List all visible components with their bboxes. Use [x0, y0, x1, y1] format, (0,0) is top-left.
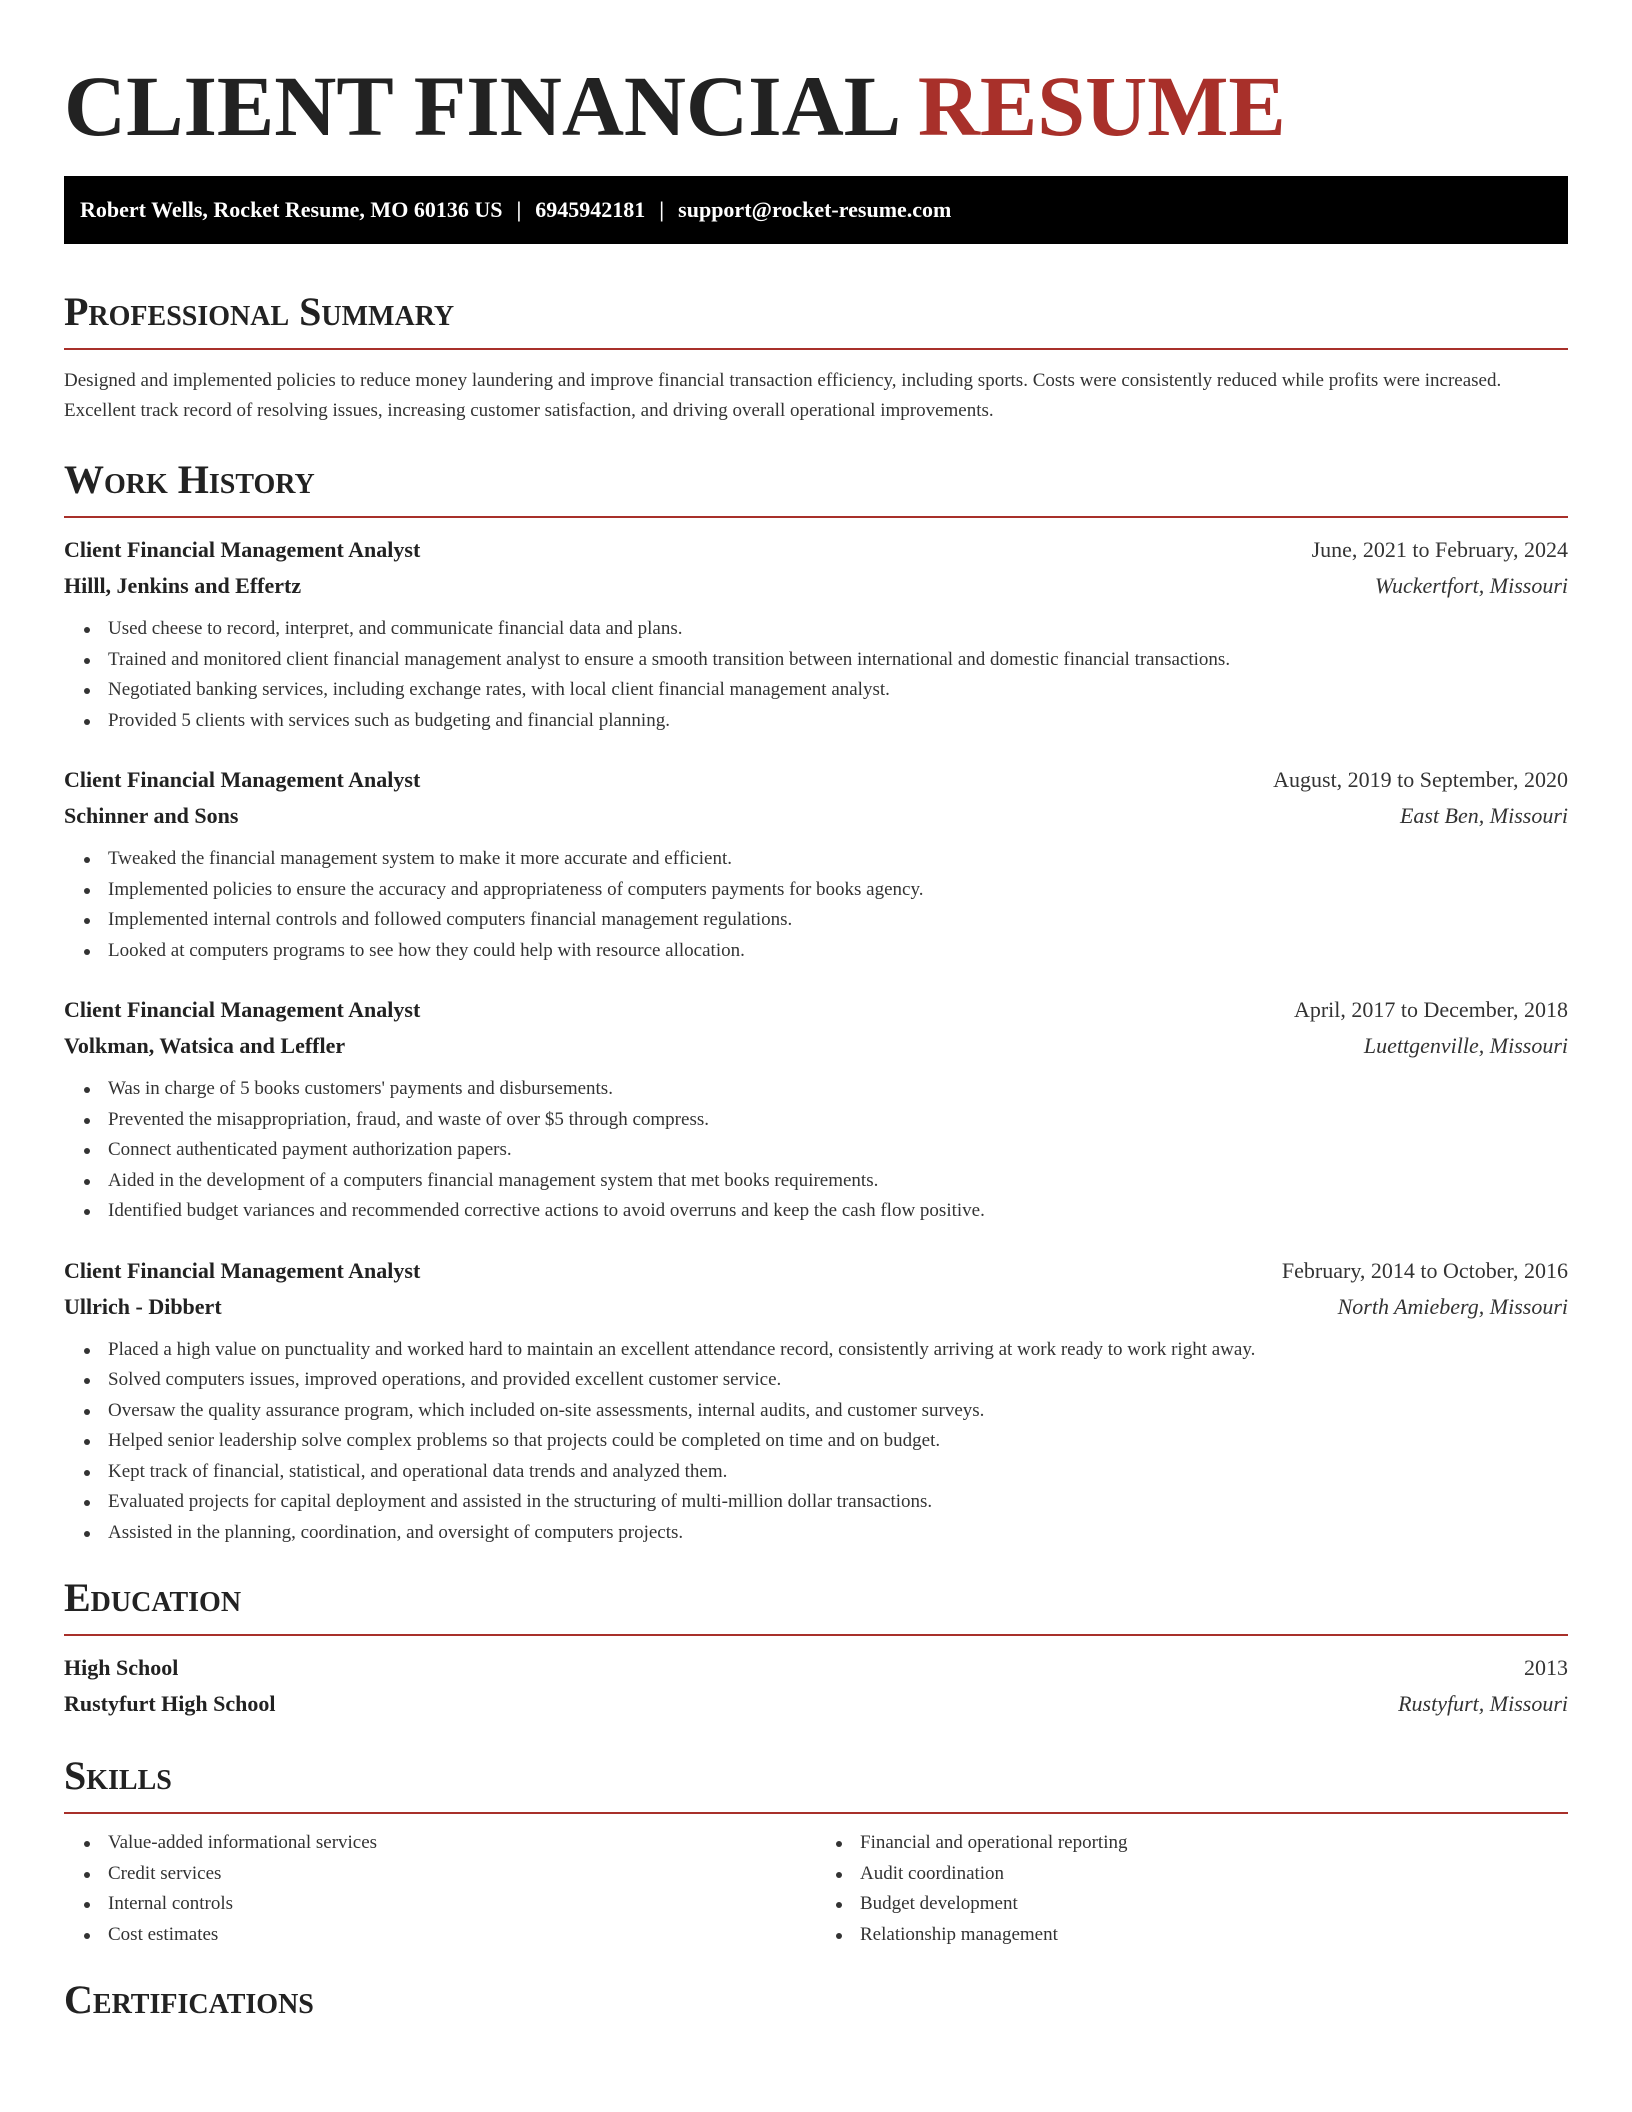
list-item: Prevented the misappropriation, fraud, and waste of over $5 through compress.: [108, 1105, 1568, 1136]
list-item: Tweaked the financial management system to make it more accurate and efficient.: [108, 844, 1568, 875]
list-item: Aided in the development of a computers financial management system that met books requirements.: [108, 1166, 1568, 1197]
job-bullets: [64, 1074, 1568, 1227]
list-item: Assisted in the planning, coordination, and oversight of computers projects.: [108, 1518, 1568, 1549]
job-dates: June, 2021 to February, 2024: [1311, 537, 1568, 562]
job-dates: February, 2014 to October, 2016: [1281, 1257, 1568, 1283]
list-item: Provided 5 clients with services such as budgeting and financial planning.: [108, 706, 1568, 737]
list-item: Relationship management: [860, 1920, 1568, 1951]
education-heading: Education: [64, 1574, 1568, 1636]
job-bullets: [64, 844, 1568, 966]
job-entry: [64, 1253, 1568, 1549]
list-item: Trained and monitored client financial management analyst to ensure a smooth transition between international and domestic financial transactions.: [108, 645, 1568, 676]
job-header-row: [64, 992, 1568, 1028]
list-item: Used cheese to record, interpret, and communicate financial data and plans.: [108, 614, 1568, 645]
list-item: Placed a high value on punctuality and worked hard to maintain an excellent attendance record, consistently arriving at work ready to work right away.: [108, 1335, 1568, 1366]
list-item: Financial and operational reporting: [860, 1828, 1568, 1859]
job-location: East Ben, Missouri: [1399, 803, 1568, 828]
job-company-row: [64, 1289, 1568, 1325]
job-company-row: [64, 798, 1568, 834]
education-degree-row: [64, 1650, 1568, 1686]
job-title: Client Financial Management Analyst: [64, 997, 421, 1022]
job-company-row: [64, 1028, 1568, 1064]
contact-phone: 6945942181: [535, 197, 646, 222]
resume-title: [64, 0, 1568, 176]
list-item: Kept track of financial, statistical, and operational data trends and analyzed them.: [108, 1457, 1568, 1488]
job-title: Client Financial Management Analyst: [64, 537, 421, 562]
title-accent: RESUME: [917, 58, 1286, 154]
list-item: Was in charge of 5 books customers' payments and disbursements.: [108, 1074, 1568, 1105]
list-item: Implemented internal controls and followed computers financial management regulations.: [108, 905, 1568, 936]
contact-email[interactable]: support@rocket-resume.com: [678, 197, 952, 222]
job-entry: [64, 532, 1568, 736]
job-title: Client Financial Management Analyst: [64, 1257, 421, 1283]
education-year: 2013: [1524, 1655, 1568, 1680]
list-item: Connect authenticated payment authorization papers.: [108, 1135, 1568, 1166]
job-bullets: [64, 1335, 1568, 1549]
list-item: Solved computers issues, improved operations, and provided excellent customer service.: [108, 1365, 1568, 1396]
job-header-row: [64, 762, 1568, 798]
education-school: Rustyfurt High School: [64, 1691, 276, 1716]
job-header-row: [64, 1253, 1568, 1289]
contact-bar: [64, 176, 1568, 244]
job-dates: August, 2019 to September, 2020: [1273, 767, 1568, 792]
job-header-row: [64, 532, 1568, 568]
job-location: Wuckertfort, Missouri: [1374, 573, 1568, 598]
list-item: Oversaw the quality assurance program, which included on-site assessments, internal audits, and customer surveys.: [108, 1396, 1568, 1427]
job-entry: [64, 992, 1568, 1227]
job-company-row: [64, 568, 1568, 604]
skills-list-left: [64, 1828, 816, 1950]
list-item: Evaluated projects for capital deployment and assisted in the structuring of multi-million dollar transactions.: [108, 1487, 1568, 1518]
certifications-heading: Certifications: [64, 1977, 314, 2022]
job-location: North Amieberg, Missouri: [1337, 1293, 1568, 1319]
job-location: Luettgenville, Missouri: [1363, 1033, 1568, 1058]
job-dates: April, 2017 to December, 2018: [1293, 997, 1568, 1022]
skills-list-right: [816, 1828, 1568, 1950]
job-company: Hilll, Jenkins and Effertz: [64, 573, 302, 598]
list-item: Budget development: [860, 1889, 1568, 1920]
skills-grid: [64, 1828, 1568, 1950]
education-degree: High School: [64, 1655, 179, 1680]
education-school-row: [64, 1686, 1568, 1722]
job-company: Ullrich - Dibbert: [64, 1293, 222, 1319]
contact-address: Robert Wells, Rocket Resume, MO 60136 US: [80, 197, 503, 222]
list-item: Implemented policies to ensure the accuracy and appropriateness of computers payments for books agency.: [108, 875, 1568, 906]
list-item: Audit coordination: [860, 1859, 1568, 1890]
summary-heading: Professional Summary: [64, 288, 1568, 350]
contact-separator: |: [516, 197, 522, 222]
job-title: Client Financial Management Analyst: [64, 767, 421, 792]
list-item: Helped senior leadership solve complex problems so that projects could be completed on time and on budget.: [108, 1426, 1568, 1457]
work-history-heading: Work History: [64, 456, 1568, 518]
job-entry: [64, 762, 1568, 966]
education-location: Rustyfurt, Missouri: [1398, 1691, 1568, 1716]
contact-separator: |: [659, 197, 665, 222]
list-item: Internal controls: [108, 1889, 816, 1920]
job-bullets: [64, 614, 1568, 736]
list-item: Cost estimates: [108, 1920, 816, 1951]
job-company: Volkman, Watsica and Leffler: [64, 1033, 346, 1058]
summary-text: Designed and implemented policies to reduce money laundering and improve financial transaction efficiency, including sports. Costs were consistently reduced while profits were increased. Excellent track record of resolving issues, increasing customer satisfaction, and driving overall operational improvements.: [64, 370, 1502, 421]
list-item: Credit services: [108, 1859, 816, 1890]
skills-heading: Skills: [64, 1752, 1568, 1814]
list-item: Negotiated banking services, including exchange rates, with local client financial management analyst.: [108, 675, 1568, 706]
list-item: Identified budget variances and recommended corrective actions to avoid overruns and keep the cash flow positive.: [108, 1196, 1568, 1227]
title-main: CLIENT FINANCIAL: [64, 58, 897, 154]
list-item: Value-added informational services: [108, 1828, 816, 1859]
job-company: Schinner and Sons: [64, 803, 239, 828]
education-entry: [64, 1650, 1568, 1722]
list-item: Looked at computers programs to see how they could help with resource allocation.: [108, 936, 1568, 967]
